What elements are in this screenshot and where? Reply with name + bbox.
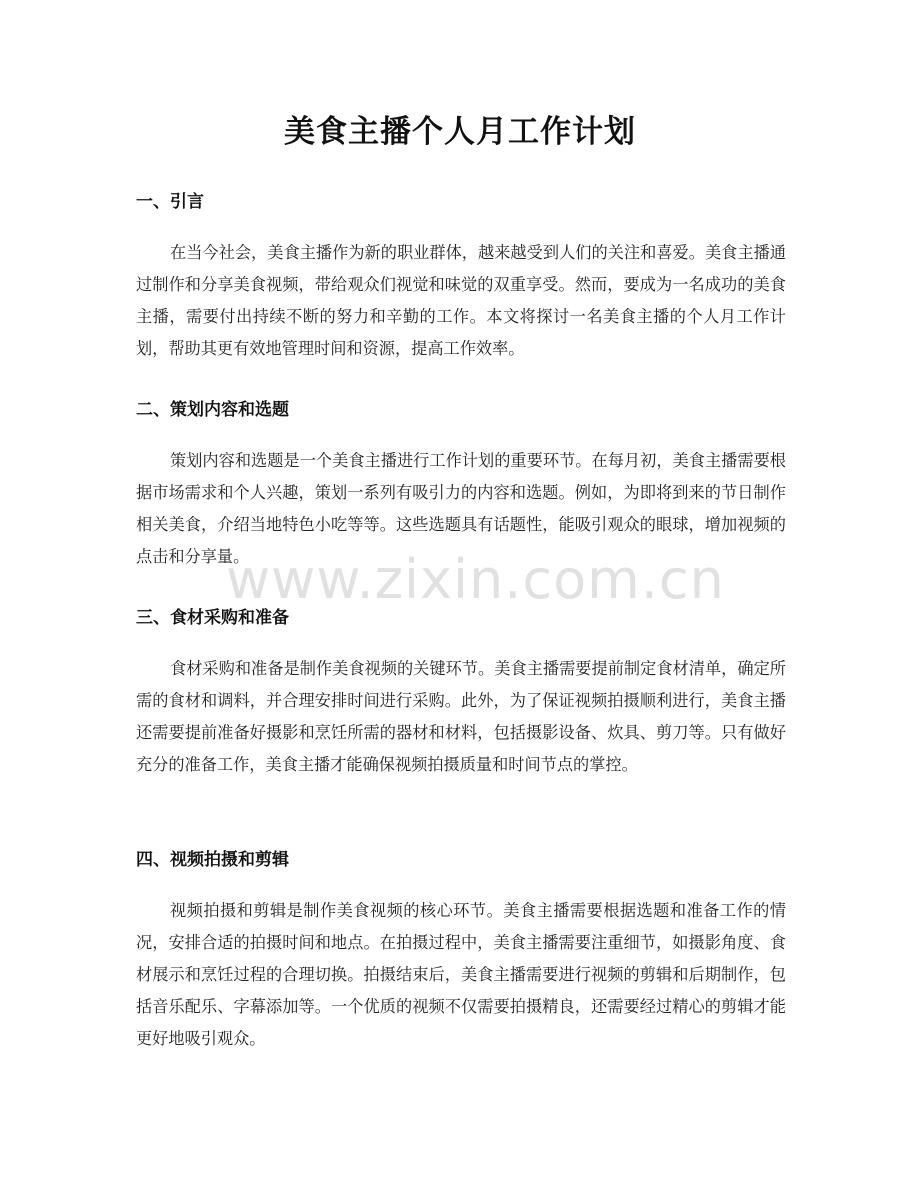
section-content-planning [136, 398, 786, 573]
watermark-text: www.zixin.com.cn [226, 548, 725, 611]
section-heading: 三、食材采购和准备 [136, 608, 289, 628]
section-ingredient-prep [136, 606, 786, 781]
section-heading: 四、视频拍摄和剪辑 [136, 850, 289, 870]
page-title: 美食主播个人月工作计划 [284, 114, 636, 150]
section-paragraph: 策划内容和选题是一个美食主播进行工作计划的重要环节。在每月初，美食主播需要根据市场需求和个人兴趣，策划一系列有吸引力的内容和选题。例如，为即将到来的节日制作相关美食，介绍当地特色小吃等等。这些选题具有话题性，能吸引观众的眼球，增加视频的点击和分享量。 [136, 451, 786, 566]
section-paragraph: 视频拍摄和剪辑是制作美食视频的核心环节。美食主播需要根据选题和准备工作的情况，安排合适的拍摄时间和地点。在拍摄过程中，美食主播需要注重细节，如摄影角度、食材展示和烹饪过程的合理切换。拍摄结束后，美食主播需要进行视频的剪辑和后期制作，包括音乐配乐、字幕添加等。一个优质的视频不仅需要拍摄精良，还需要经过精心的剪辑才能更好地吸引观众。 [136, 901, 786, 1048]
section-heading: 一、引言 [136, 192, 204, 212]
section-video-production [136, 848, 786, 1055]
section-paragraph: 在当今社会，美食主播作为新的职业群体，越来越受到人们的关注和喜爱。美食主播通过制作和分享美食视频，带给观众们视觉和味觉的双重享受。然而，要成为一名成功的美食主播，需要付出持续不断的努力和辛勤的工作。本文将探讨一名美食主播的个人月工作计划，帮助其更有效地管理时间和资源，提高工作效率。 [136, 243, 786, 358]
section-paragraph: 食材采购和准备是制作美食视频的关键环节。美食主播需要提前制定食材清单，确定所需的食材和调料，并合理安排时间进行采购。此外，为了保证视频拍摄顺利进行，美食主播还需要提前准备好摄影和烹饪所需的器材和材料，包括摄影设备、炊具、剪刀等。只有做好充分的准备工作，美食主播才能确保视频拍摄质量和时间节点的掌控。 [136, 659, 786, 774]
section-heading: 二、策划内容和选题 [136, 400, 289, 420]
section-introduction [136, 190, 786, 365]
